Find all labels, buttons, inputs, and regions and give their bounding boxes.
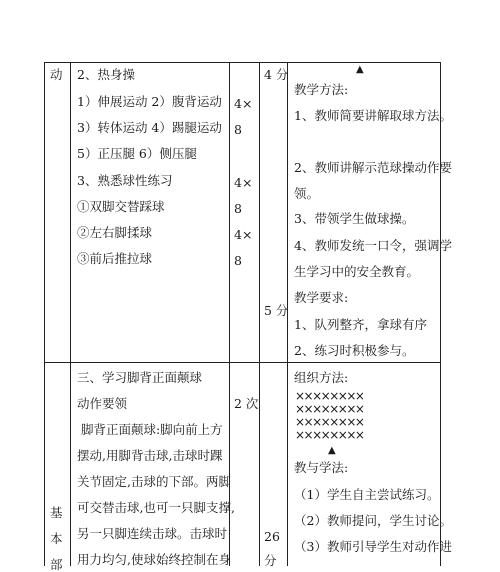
section-label-char: 部 [50,557,63,572]
column-divider-time [259,62,260,566]
method-line: 3、带领学生做球操。 [294,211,415,226]
table-left-border [44,62,45,566]
content-line: 动作要领 [77,396,128,411]
method-heading: 教与学法: [294,460,349,475]
section-label-char: 基 [50,505,63,520]
reps-value: 4× [234,175,253,190]
content-line: ③前后推拉球 [77,251,153,266]
method-line: 4、教师发统一口令，强调学 [294,238,452,253]
method-line: （2）教师提问，学生讨论。 [294,513,452,528]
requirements-heading: 教学要求: [294,290,349,305]
teacher-position-triangle-icon: ▲ [328,445,336,456]
organization-heading: 组织方法: [294,370,349,385]
reps-value: 4× [234,96,253,111]
reps-value: 8 [234,122,242,137]
content-line: 3）转体运动 4）踢腿运动 [77,120,222,135]
section-label-char: 本 [50,531,63,546]
reps-value: 4× [234,227,253,242]
content-line: 另一只脚连续击球。击球时 [77,526,228,541]
time-value: 5 分 [264,303,289,318]
content-line: 可交替击球,也可一只脚支撑, [77,500,235,515]
content-line: 5）正压腿 6）侧压腿 [77,146,197,161]
student-formation-row: ×××××××× [295,415,364,429]
method-line: 领。 [294,186,320,201]
student-formation-row: ×××××××× [295,389,364,403]
content-line: 用力均匀,使球始终控制在身 [77,552,231,567]
content-line: 关节固定,击球的下部。两脚 [77,474,231,489]
time-unit: 分 [264,553,277,568]
method-heading: 教学方法: [294,82,349,97]
section-label: 动 [50,67,63,82]
table-right-border [440,62,441,566]
reps-value: 8 [234,253,242,268]
warmup-heading: 2、热身操 [77,67,135,82]
student-formation-row: ×××××××× [295,402,364,416]
method-line: 1、教师简要讲解取球方法。 [294,108,452,123]
content-line: ②左右脚揉球 [77,225,153,240]
reps-value: 2 次 [234,396,259,411]
student-formation-row: ×××××××× [295,428,364,442]
content-line: ①双脚交替踩球 [77,199,165,214]
method-line: 生学习中的安全教育。 [294,264,420,279]
content-line: 脚背正面颠球:脚向前上方 [77,422,223,437]
content-line: 摆动,用脚背击球,击球时踝 [77,448,223,463]
content-line: 1）伸展运动 2）腹背运动 [77,94,222,109]
time-value: 26 [264,529,280,544]
table-top-border [44,62,441,63]
method-line: 2、教师讲解示范球操动作要 [294,160,452,175]
method-line: （1）学生自主尝试练习。 [294,487,440,502]
ball-practice-heading: 3、熟悉球性练习 [77,173,173,188]
teacher-position-triangle-icon: ▲ [356,64,364,75]
column-divider-content [70,62,71,566]
row-divider [44,362,441,363]
method-line: （3）教师引导学生对动作进 [294,539,452,554]
time-value: 4 分 [264,67,289,82]
requirement-line: 1、队列整齐，拿球有序 [294,317,427,332]
requirement-line: 2、练习时积极参与。 [294,343,415,358]
reps-value: 8 [234,201,242,216]
juggling-heading: 三、学习脚背正面颠球 [77,370,203,385]
column-divider-reps [229,62,230,566]
